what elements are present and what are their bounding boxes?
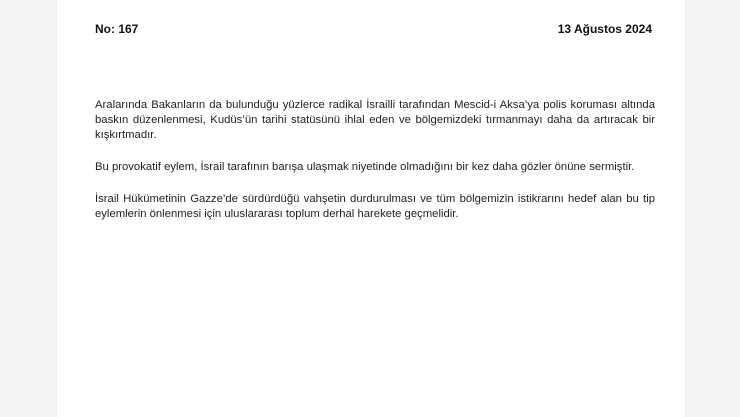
paragraph-1: Aralarında Bakanların da bulunduğu yüzlerce radikal İsrailli tarafından Mescid-i Aksa’ya polis koruması altında baskın düzenlenmesi, Kudüs’ün tarihi statüsünü ihlal eden ve bölgemizdeki tırmanmayı daha da artıracak bir kışkırtmadır. [95,99,655,141]
document-page [57,0,685,417]
document-body [95,98,655,239]
document-number: No: 167 [95,22,139,36]
paragraph-2: Bu provokatif eylem, İsrail tarafının barışa ulaşmak niyetinde olmadığını bir kez daha gözler önüne sermiştir. [95,161,635,173]
paragraph-3: İsrail Hükümetinin Gazze’de sürdürdüğü vahşetin durdurulması ve tüm bölgemizin istikrarını hedef alan bu tip eylemlerin önlenmesi için uluslararası toplum derhal harekete geçmelidir. [95,193,655,220]
document-date: 13 Ağustos 2024 [557,22,652,36]
